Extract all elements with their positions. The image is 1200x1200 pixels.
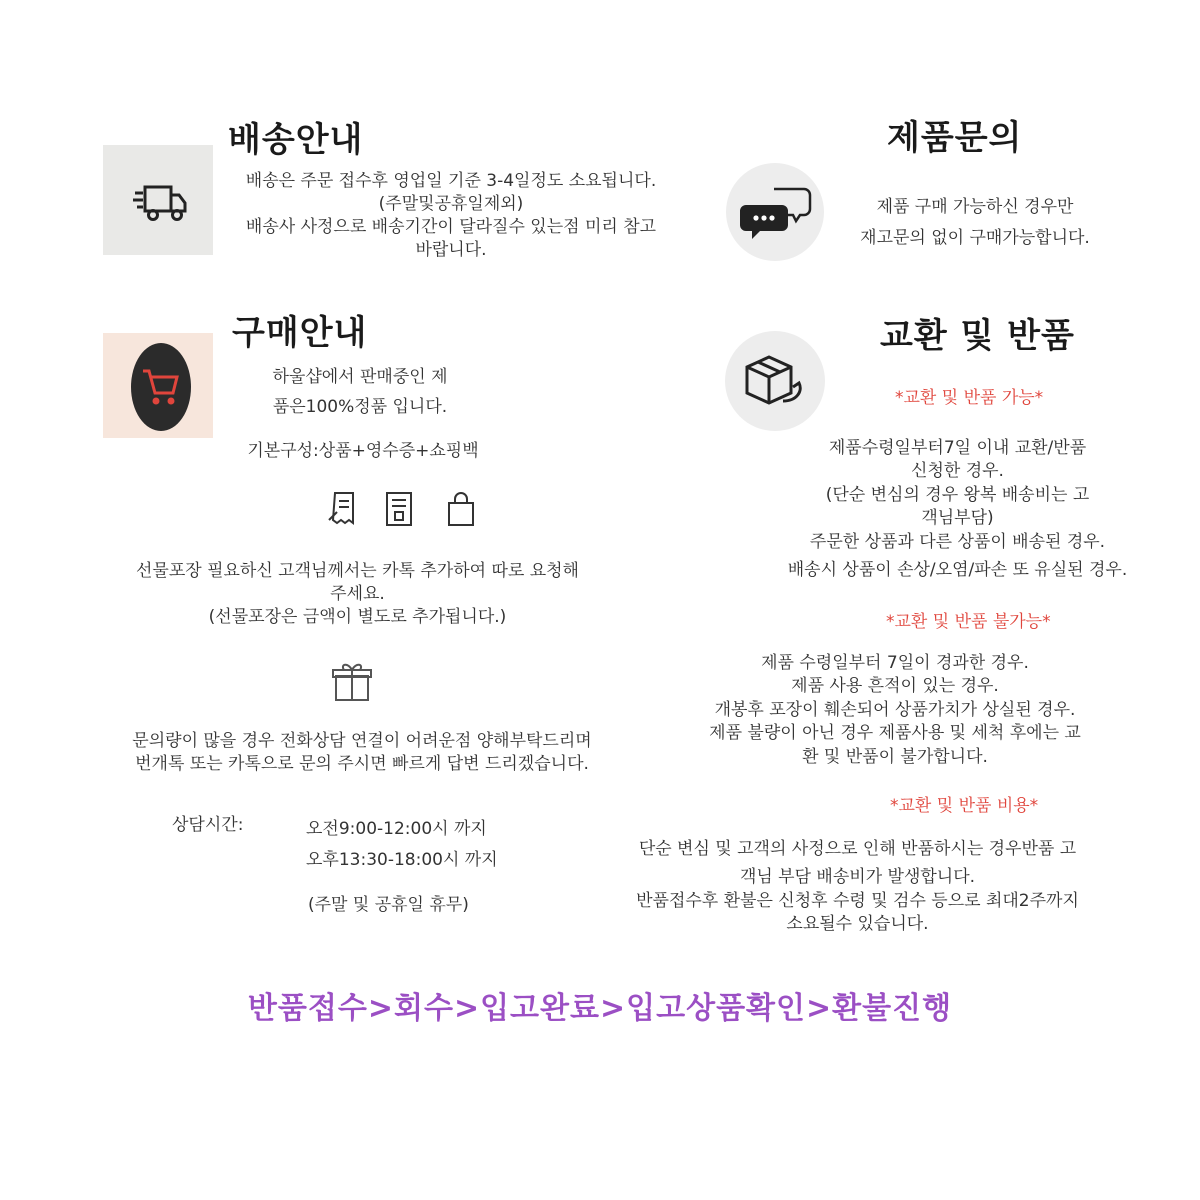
possible-line: 배송시 상품이 손상/오염/파손 또 유실된 경우.	[787, 560, 1128, 581]
cost-line: 객님 부담 배송비가 발생합니다.	[739, 867, 976, 888]
gift-line: (선물포장은 금액이 별도로 추가됩니다.)	[208, 606, 507, 627]
composition-text: 기본구성:상품+영수증+쇼핑백	[247, 441, 479, 461]
hours-line: 오후13:30-18:00시 까지	[306, 849, 498, 870]
shipping-title: 배송안내	[228, 120, 364, 160]
possible-line: 신청한 경우.	[911, 461, 1004, 482]
possible-line: 제품수령일부터7일 이내 교환/반품	[828, 438, 1087, 458]
impossible-line: 개봉후 포장이 훼손되어 상품가치가 상실된 경우.	[714, 699, 1076, 720]
possible-line: 주문한 상품과 다른 상품이 배송된 경우.	[809, 531, 1106, 552]
inquiry-line: 재고문의 없이 구매가능합니다.	[860, 228, 1090, 249]
contact-line: 문의량이 많을 경우 전화상담 연결이 어려운점 양해부탁드리며	[132, 731, 592, 751]
impossible-line: 제품 불량이 아닌 경우 제품사용 및 세척 후에는 교	[709, 723, 1081, 744]
purchase-title: 구매안내	[232, 313, 368, 353]
document-icon	[381, 490, 417, 528]
contact-line: 번개톡 또는 카톡으로 문의 주시면 빠르게 답변 드리겠습니다.	[135, 753, 589, 774]
shopping-cart-icon	[103, 333, 213, 438]
possible-line: 객님부담)	[921, 508, 994, 529]
inquiry-line: 제품 구매 가능하신 경우만	[876, 197, 1074, 217]
hours-line: 오전9:00-12:00시 까지	[306, 819, 487, 839]
shipping-line: 배송사 사정으로 배송기간이 달라질수 있는점 미리 참고	[245, 216, 657, 237]
shipping-line: 바랍니다.	[415, 239, 487, 260]
return-process: 반품접수>회수>입고완료>입고상품확인>환불진행	[247, 991, 953, 1026]
purchase-line: 품은100%정품 입니다.	[272, 396, 448, 417]
purchase-line: 하울샵에서 판매중인 제	[272, 367, 448, 387]
possible-line: (단순 변심의 경우 왕복 배송비는 고	[825, 484, 1090, 505]
impossible-line: 제품 수령일부터 7일이 경과한 경우.	[761, 653, 1029, 673]
exchange-title: 교환 및 반품	[880, 316, 1075, 356]
impossible-line: 환 및 반품이 불가합니다.	[802, 746, 988, 767]
receipt-icon	[325, 490, 361, 528]
chat-bubbles-icon	[726, 163, 824, 261]
cost-line: 반품접수후 환불은 신청후 수령 및 검수 등으로 최대2주까지	[636, 890, 1079, 911]
impossible-line: 제품 사용 흔적이 있는 경우.	[791, 676, 999, 697]
return-box-icon	[725, 331, 825, 431]
gift-icon	[330, 660, 374, 704]
hours-label: 상담시간:	[172, 815, 244, 835]
impossible-tag: *교환 및 반품 불가능*	[886, 612, 1051, 632]
hours-note: (주말 및 공휴일 휴무)	[308, 895, 469, 915]
cost-line: 소요될수 있습니다.	[786, 914, 929, 935]
shopping-bag-icon	[443, 490, 479, 528]
possible-tag: *교환 및 반품 가능*	[895, 388, 1044, 408]
shipping-line: (주말및공휴일제외)	[378, 193, 524, 214]
gift-line: 주세요.	[330, 583, 385, 604]
delivery-truck-icon	[103, 145, 213, 255]
inquiry-title: 제품문의	[887, 118, 1023, 158]
shipping-line: 배송은 주문 접수후 영업일 기준 3-4일정도 소요됩니다.	[245, 171, 657, 191]
cost-line: 단순 변심 및 고객의 사정으로 인해 반품하시는 경우반품 고	[638, 839, 1077, 859]
cost-tag: *교환 및 반품 비용*	[890, 796, 1039, 816]
gift-line: 선물포장 필요하신 고객님께서는 카톡 추가하여 따로 요청해	[136, 561, 579, 581]
